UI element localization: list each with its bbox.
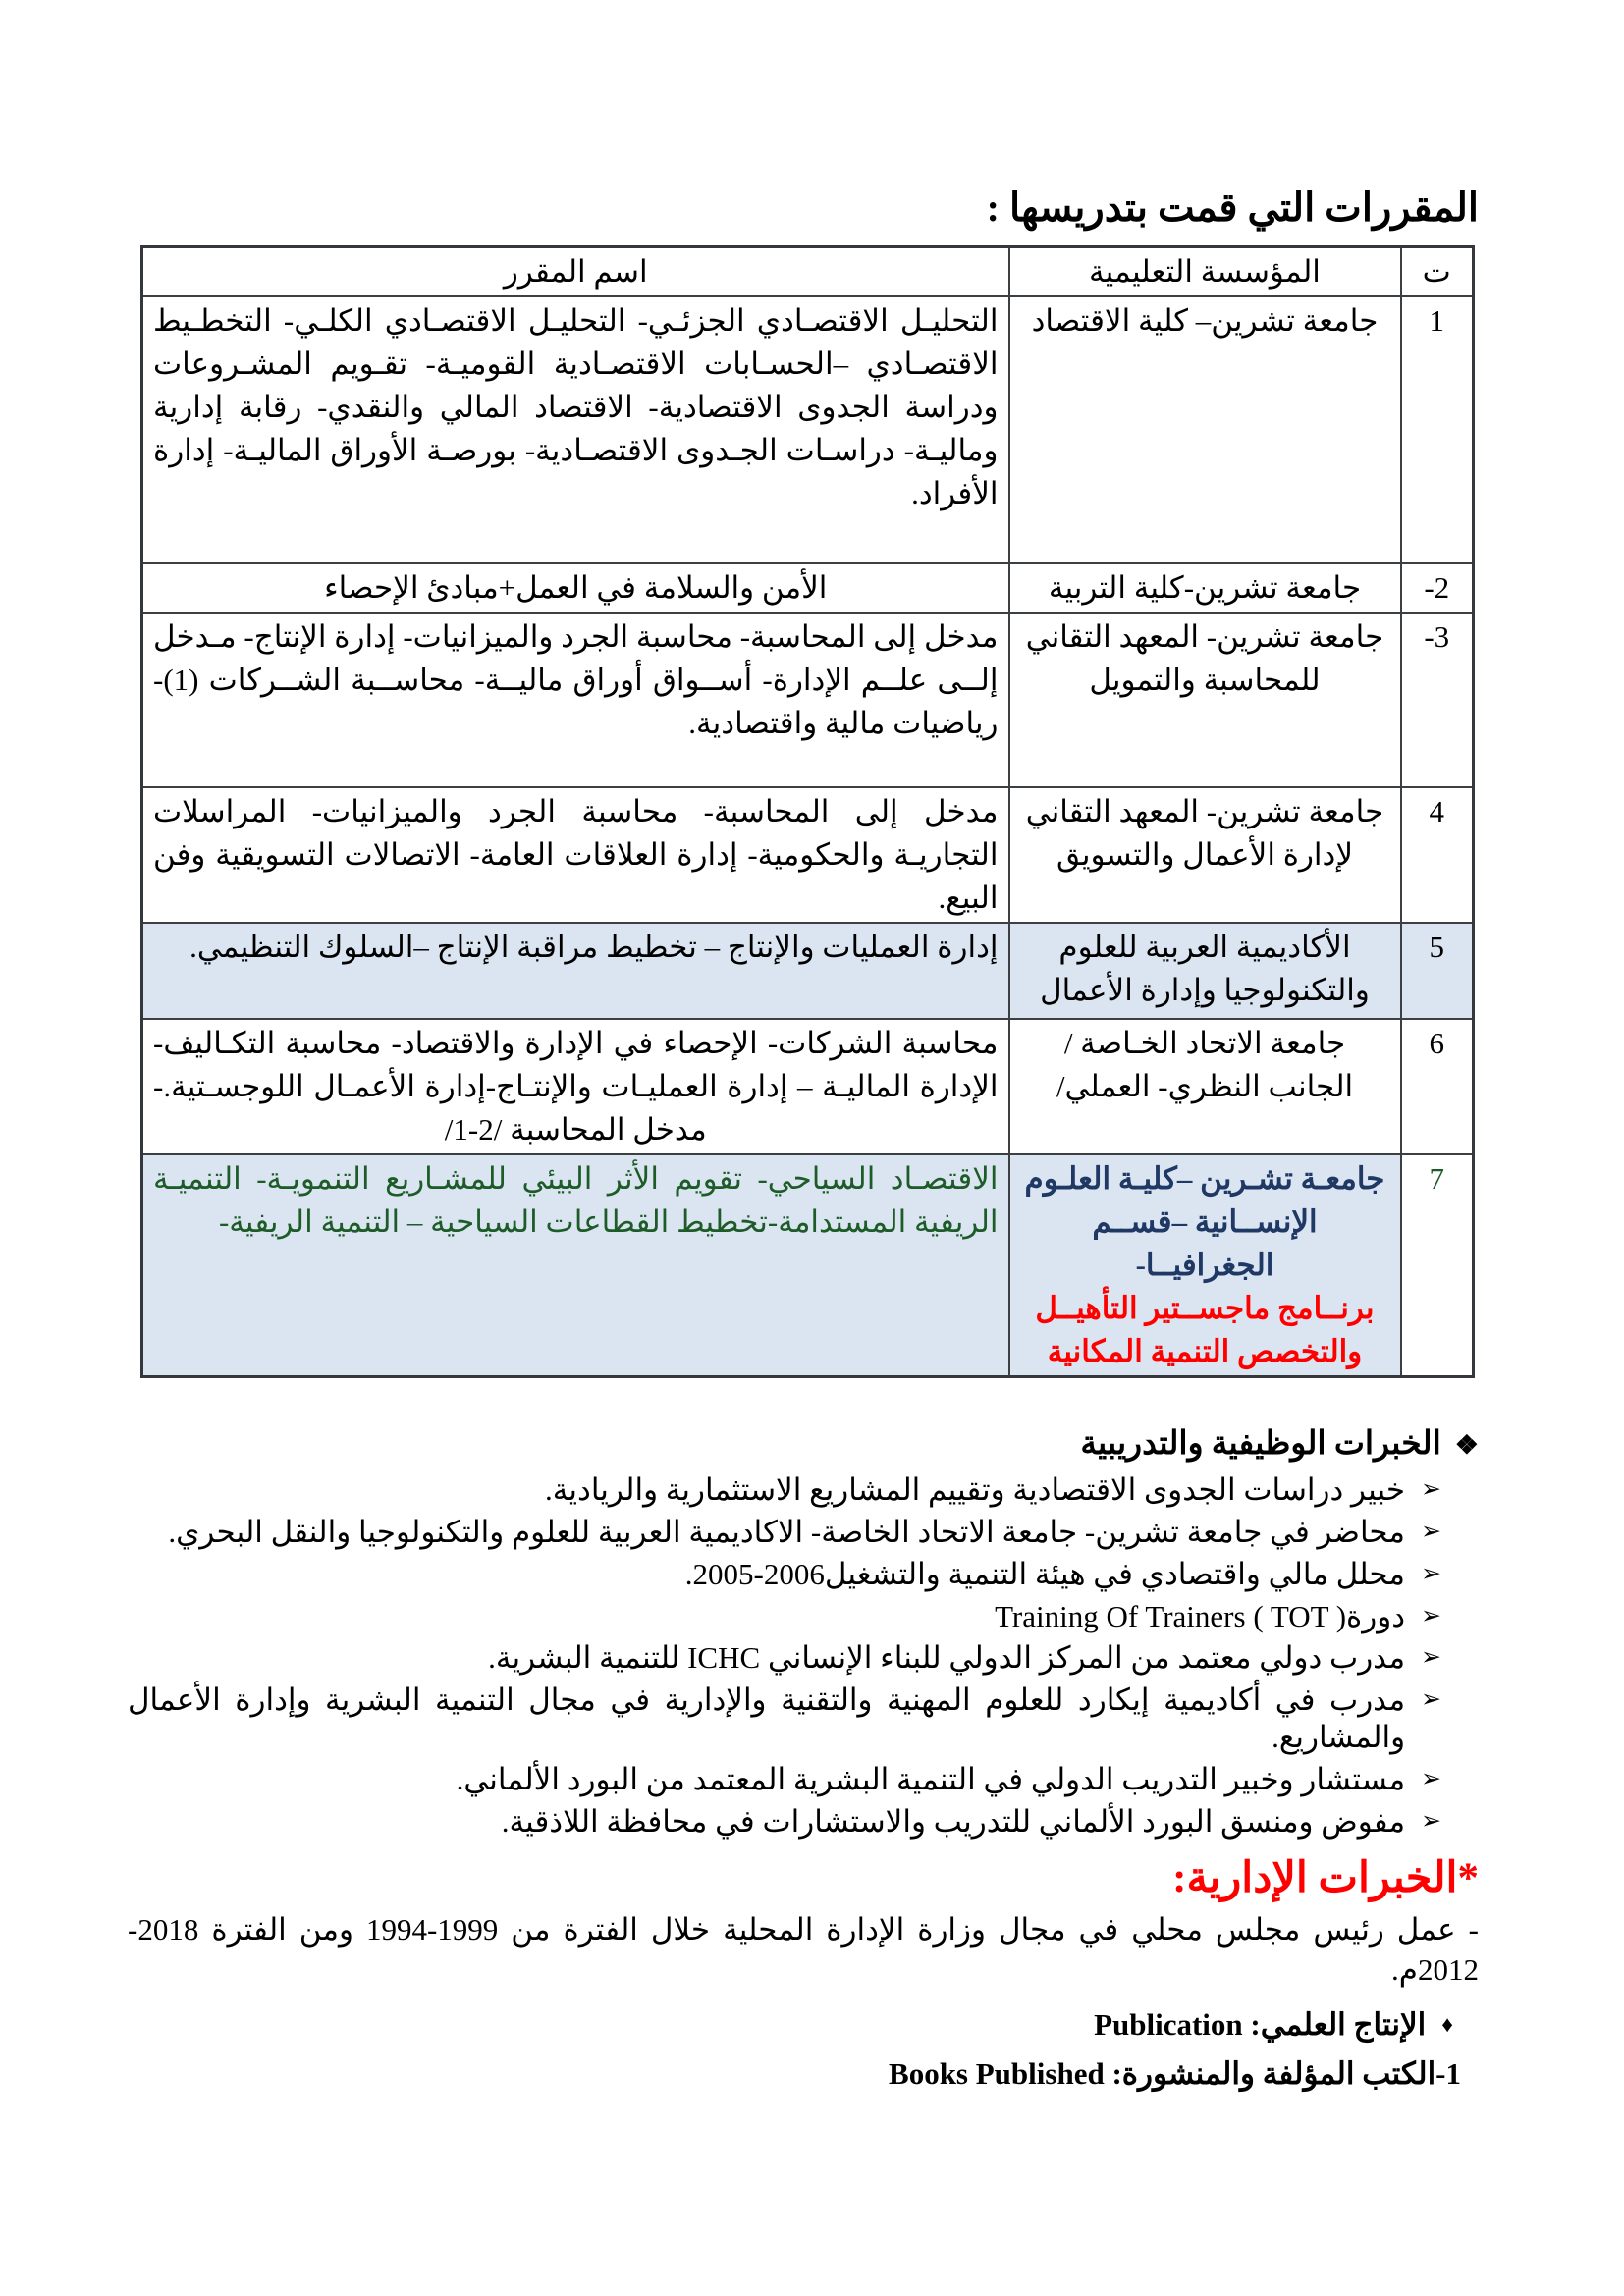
table-row-highlighted <box>142 923 1474 1019</box>
experience-list <box>128 1466 1479 1840</box>
row-number: 4 <box>1401 787 1474 923</box>
list-item-text: دورة⁦Training Of Trainers ( TOT )⁩ <box>995 1598 1406 1633</box>
row-number: 7 <box>1401 1154 1474 1377</box>
institution-program: برنــامج ماجســتير التأهيــل والتخصص التنمية المكانية <box>1035 1291 1375 1369</box>
institution-main: جامعـة تشـرين –كليـة العلـوم الإنســانية –قســم الجغرافيــا- <box>1024 1161 1385 1283</box>
table-row <box>142 563 1474 613</box>
list-item <box>128 1556 1441 1593</box>
diamond-bullet-icon: ♦ <box>1441 2011 1453 2037</box>
books-published-heading: 1-الكتب المؤلفة والمنشورة: Books Published <box>889 2056 1461 2092</box>
row-course: مدخل إلى المحاسبة- محاسبة الجرد والميزانيات- إدارة الإنتاج- مـدخل إلــى علــم الإدارة- أســواق أوراق ماليــة- محاســبة الشــركات (1)- رياضيات مالية واقتصادية. <box>142 613 1009 787</box>
row-course: التحليـل الاقتصـادي الجزئـي- التحليـل الاقتصـادي الكلـي- التخطـيط الاقتصـادي –الحسـابات الاقتصـادية القوميـة- تقـويم المشـروعات ودراسة الجدوى الاقتصادية- الاقتصاد المالي والنقدي- رقابة إدارية وماليـة- دراسـات الجـدوى الاقتصـادية- بورصـة الأوراق الماليـة- إدارة الأفراد. <box>142 296 1009 563</box>
publication-heading-text: الإنتاج العلمي: Publication <box>1094 2006 1427 2042</box>
row-course: إدارة العمليات والإنتاج – تخطيط مراقبة الإنتاج –السلوك التنظيمي. <box>142 923 1009 1019</box>
experience-heading-text: الخبرات الوظيفية والتدريبية <box>1080 1426 1441 1463</box>
list-item <box>128 1682 1441 1756</box>
row-number: 5 <box>1401 923 1474 1019</box>
row-course: مدخل إلى المحاسبة- محاسبة الجرد والميزانيات- المراسلات التجاريـة والحكومية- إدارة العلاقات العامة- الاتصالات التسويقية وفن البيع. <box>142 787 1009 923</box>
row-number: 1 <box>1401 296 1474 563</box>
courses-table <box>140 245 1475 1378</box>
list-item-text: مستشار وخبير التدريب الدولي في التنمية البشرية المعتمد من البورد الألماني. <box>456 1761 1406 1796</box>
list-item-text: مفوض ومنسق البورد الألماني للتدريب والاستشارات في محافظة اللاذقية. <box>501 1803 1406 1839</box>
arrow-bullet-icon: ➢ <box>1421 1476 1441 1504</box>
arrow-bullet-icon: ➢ <box>1421 1518 1441 1545</box>
arrow-bullet-icon: ➢ <box>1421 1765 1441 1792</box>
list-item <box>128 1598 1441 1635</box>
row-institution: جامعة الاتحاد الخـاصة / الجانب النظري- العملي/ <box>1009 1019 1401 1154</box>
row-institution: الأكاديمية العربية للعلوم والتكنولوجيا وإدارة الأعمال <box>1009 923 1401 1019</box>
list-item <box>128 1639 1441 1677</box>
header-course: اسم المقرر <box>142 247 1009 297</box>
list-item <box>128 1761 1441 1798</box>
row-course: محاسبة الشركات- الإحصاء في الإدارة والاقتصاد- محاسبة التكـاليف- الإدارة الماليـة – إدارة العمليـات والإنتـاج-إدارة الأعمـال اللوجسـتية.- مدخل المحاسبة /2-1/ <box>142 1019 1009 1154</box>
row-course: الاقتصـاد السياحي- تقويم الأثر البيئي للمشـاريع التنمويـة- التنميـة الريفية المستدامة-تخطيط القطاعات السياحية – التنمية الريفية- <box>142 1154 1009 1377</box>
arrow-bullet-icon: ➢ <box>1421 1686 1441 1714</box>
table-header-row <box>142 247 1474 297</box>
list-item <box>128 1803 1441 1841</box>
list-item-text: محاضر في جامعة تشرين- جامعة الاتحاد الخاصة- الاكاديمية العربية للعلوم والتكنولوجيا والنقل البحري. <box>168 1514 1406 1549</box>
row-institution: جامعة تشرين– كلية الاقتصاد <box>1009 296 1401 563</box>
table-row <box>142 296 1474 563</box>
list-item <box>128 1514 1441 1551</box>
list-item-text: خبير دراسات الجدوى الاقتصادية وتقييم المشاريع الاستثمارية والريادية. <box>545 1472 1406 1508</box>
header-institution: المؤسسة التعليمية <box>1009 247 1401 297</box>
row-institution: جامعة تشرين- المعهد التقاني للمحاسبة والتمويل <box>1009 613 1401 787</box>
admin-experience-text: - عمل رئيس مجلس محلي في مجال وزارة الإدارة المحلية خلال الفترة من 1999-1994 ومن الفترة 2018-2012م. <box>128 1912 1479 1987</box>
row-course: الأمن والسلامة في العمل+مبادئ الإحصاء <box>142 563 1009 613</box>
arrow-bullet-icon: ➢ <box>1421 1560 1441 1587</box>
row-number: 6 <box>1401 1019 1474 1154</box>
row-number: -2 <box>1401 563 1474 613</box>
row-institution: جامعة تشرين- المعهد التقاني لإدارة الأعمال والتسويق <box>1009 787 1401 923</box>
table-row <box>142 1019 1474 1154</box>
row-number: -3 <box>1401 613 1474 787</box>
four-diamond-icon: ❖ <box>1454 1430 1479 1461</box>
header-number: ت <box>1401 247 1474 297</box>
list-item <box>128 1471 1441 1509</box>
table-row <box>142 787 1474 923</box>
arrow-bullet-icon: ➢ <box>1421 1644 1441 1672</box>
arrow-bullet-icon: ➢ <box>1421 1602 1441 1629</box>
experience-section-heading <box>128 1423 1479 1466</box>
list-item-text: مدرب دولي معتمد من المركز الدولي للبناء الإنساني ICHC للتنمية البشرية. <box>488 1640 1406 1676</box>
page-title: المقررات التي قمت بتدريسها : <box>986 186 1479 230</box>
list-item-text: محلل مالي واقتصادي في هيئة التنمية والتشغيل2006-2005. <box>684 1556 1406 1591</box>
table-row <box>142 613 1474 787</box>
arrow-bullet-icon: ➢ <box>1421 1807 1441 1835</box>
list-item-text: مدرب في أكاديمية إيكارد للعلوم المهنية والتقنية والإدارية في مجال التنمية البشرية وإدارة الأعمال والمشاريع. <box>128 1682 1406 1754</box>
publication-heading <box>128 2005 1479 2045</box>
admin-experience-heading: *الخبرات الإدارية: <box>1172 1855 1479 1902</box>
table-row-highlighted <box>142 1154 1474 1377</box>
row-institution <box>1009 1154 1401 1377</box>
row-institution: جامعة تشرين-كلية التربية <box>1009 563 1401 613</box>
